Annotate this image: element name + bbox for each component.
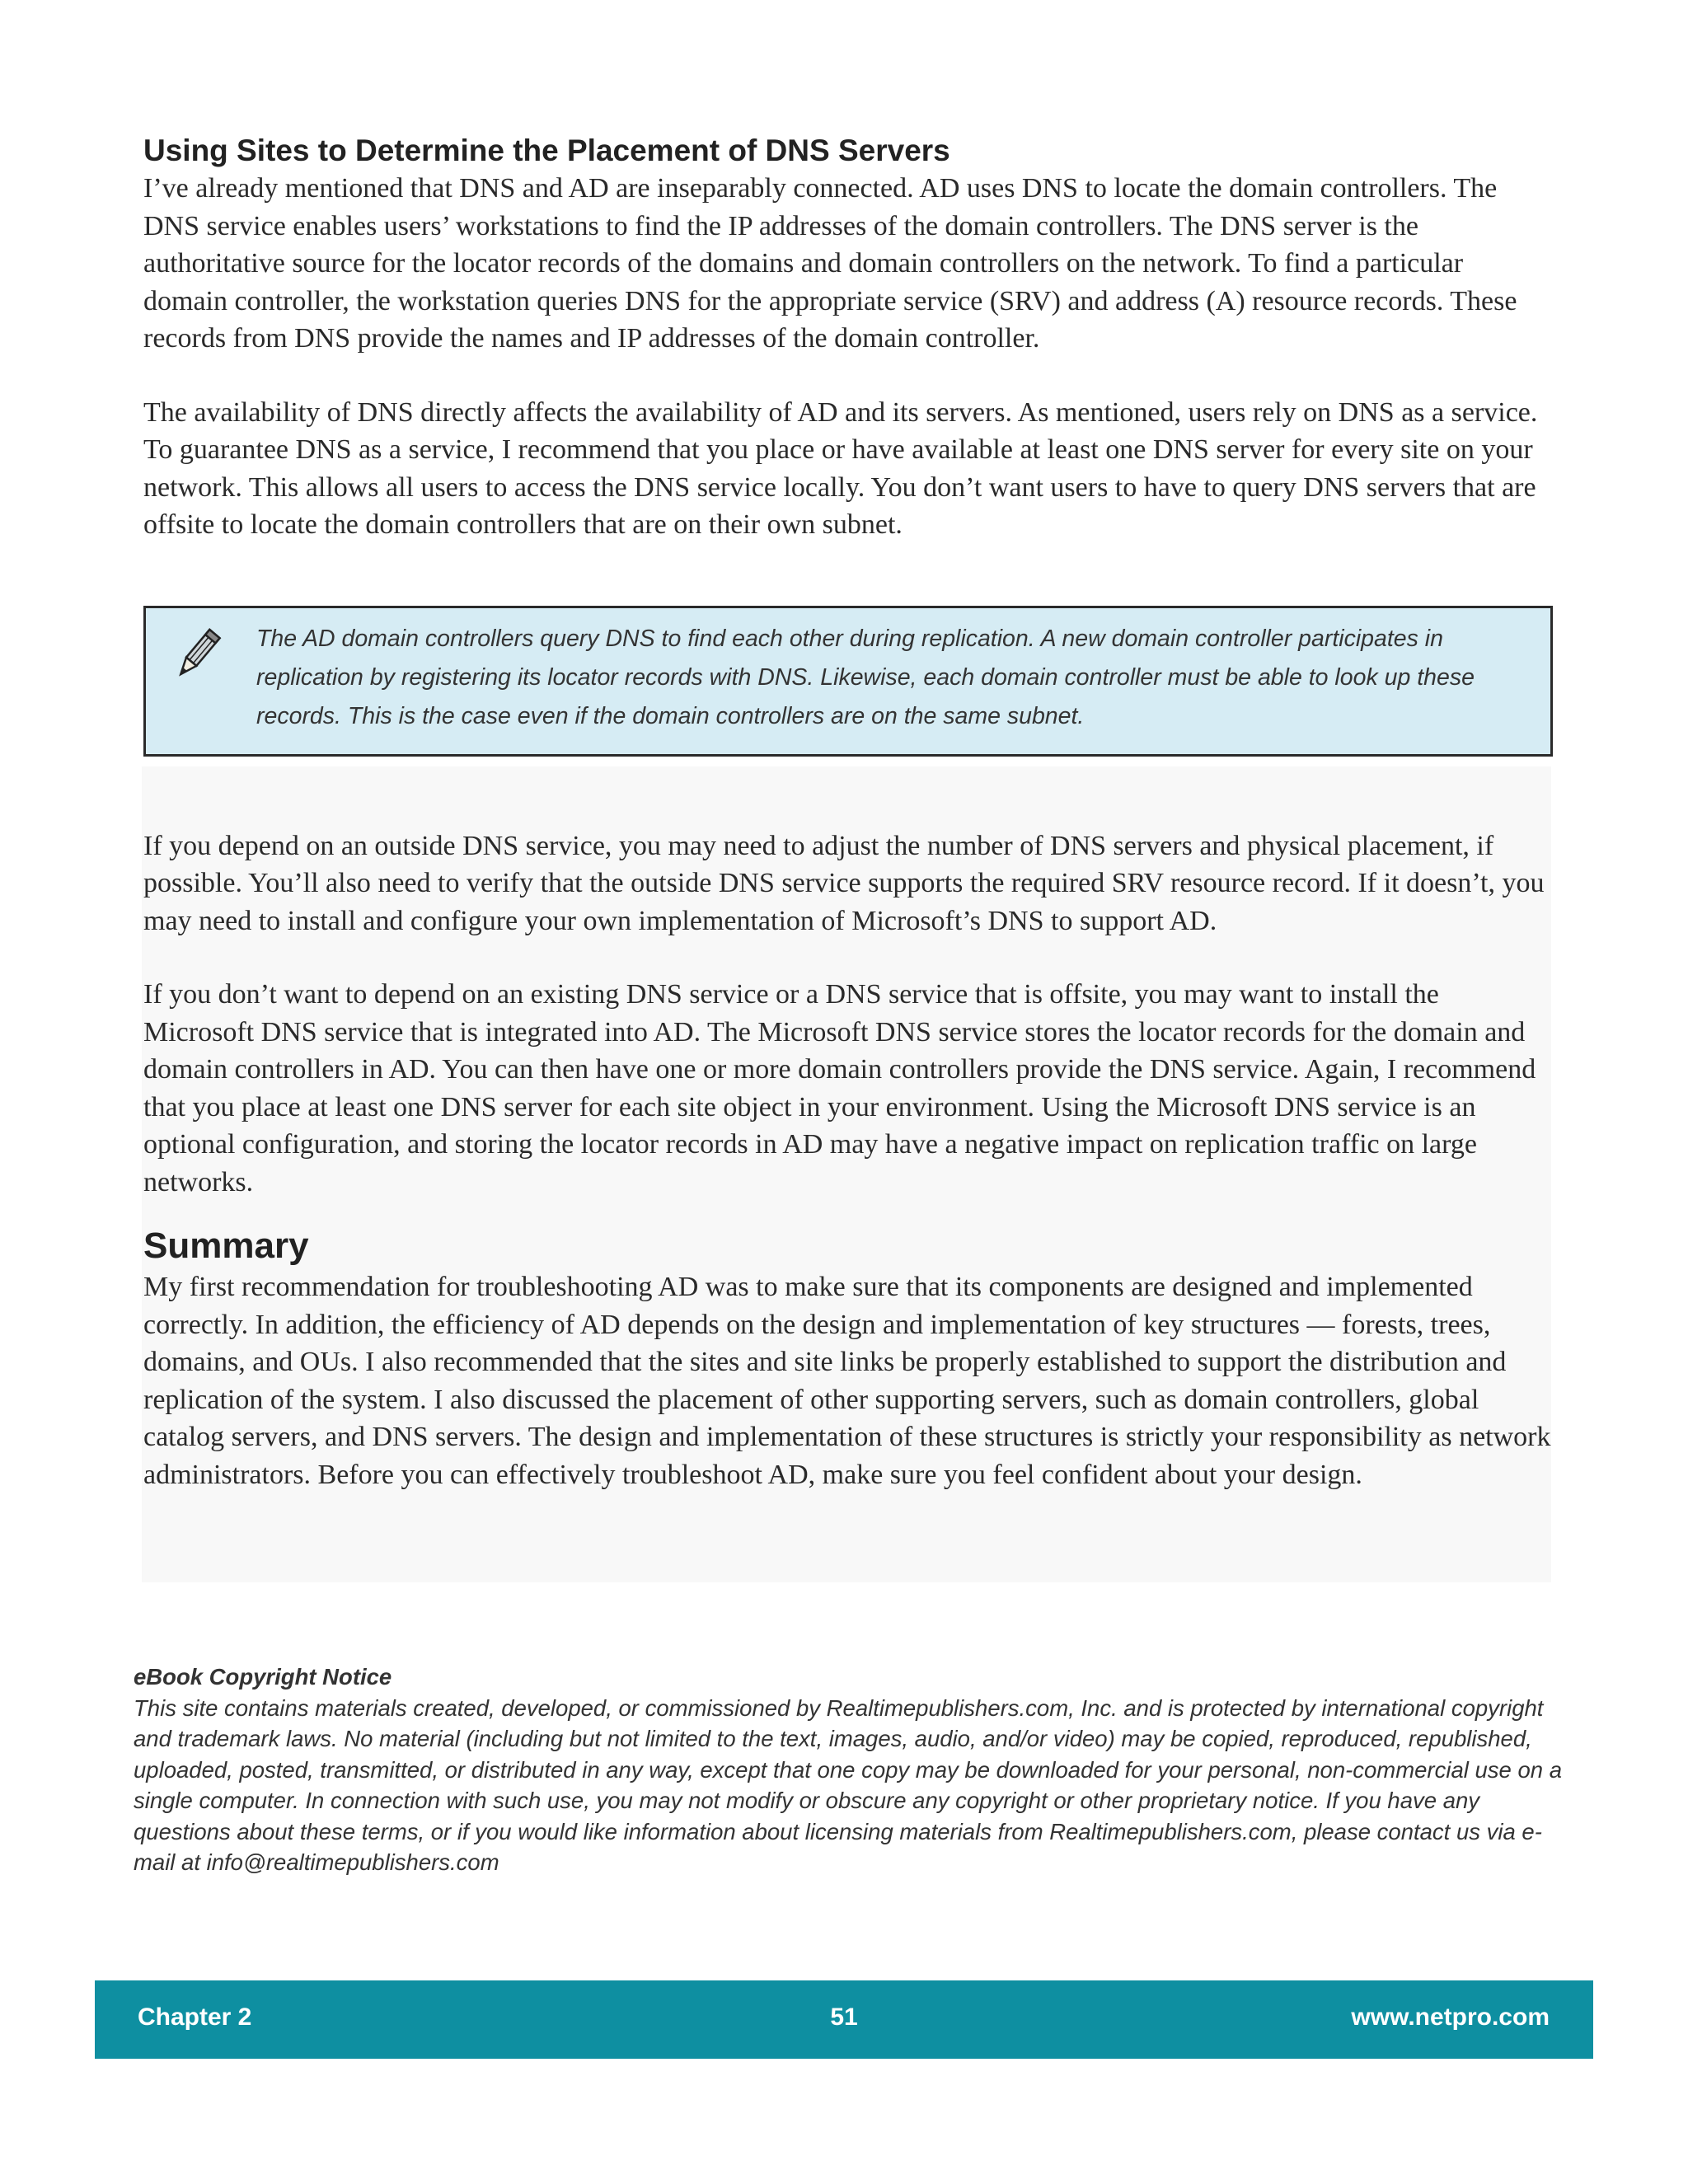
paragraph-outside-dns: If you depend on an outside DNS service, you may need to adjust the number of DNS servers and physical placement, if possible. You’ll also need to verify that the outside DNS service supports the required SRV resource record. If it doesn’t, you may need to install and configure your own implementation of Microsoft’s DNS to support AD. <box>143 830 1545 936</box>
note-text: The AD domain controllers query DNS to find each other during replication. A new domain controller participates in replication by registering its locator records with DNS. Likewise, each domain controller must be able to look up these records. This is the case even if the domain controllers are on the same subnet. <box>256 625 1475 729</box>
page-footer <box>95 1980 1593 2059</box>
paragraph-dns-availability: The availability of DNS directly affects the availability of AD and its servers. As mentioned, users rely on DNS as a service. To guarantee DNS as a service, I recommend that you place or have available at least one DNS server for every site on your network. This allows all users to access the DNS service locally. You don’t want users to have to query DNS servers that are offsite to locate the domain controllers that are on their own subnet. <box>143 396 1538 540</box>
pencil-icon <box>169 626 227 684</box>
copyright-notice <box>134 1661 1568 1878</box>
footer-website: www.netpro.com <box>1351 2004 1550 2031</box>
paragraph-dns-ad-connection: I’ve already mentioned that DNS and AD are inseparably connected. AD uses DNS to locate the domain controllers. The DNS service enables users’ workstations to find the IP addresses of the domain controllers. The DNS server is the authoritative source for the locator records of the domains and domain controllers on the network. To find a particular domain controller, the workstation queries DNS for the appropriate service (SRV) and address (A) resource records. These records from DNS provide the names and IP addresses of the domain controller. <box>143 173 1517 354</box>
footer-page-number: 51 <box>830 2004 858 2031</box>
summary-paragraph: My first recommendation for troubleshooting AD was to make sure that its components are designed and implemented correctly. In addition, the efficiency of AD depends on the design and implementation of key structures — forests, trees, domains, and OUs. I also recommended that the sites and site links be properly established to support the distribution and replication of the system. I also discussed the placement of other supporting servers, such as domain controllers, global catalog servers, and DNS servers. The design and implementation of these structures is strictly your responsibility as network administrators. Before you can effectively troubleshoot AD, make sure you feel confident about your design. <box>143 1272 1551 1490</box>
paragraph-microsoft-dns: If you don’t want to depend on an existing DNS service or a DNS service that is offsite, you may want to install the Microsoft DNS service that is integrated into AD. The Microsoft DNS service stores the locator records for the domain and domain controllers in AD. You can then have one or more domain controllers provide the DNS service. Again, I recommend that you place at least one DNS server for each site object in your environment. Using the Microsoft DNS service is an optional configuration, and storing the locator records in AD may have a negative impact on replication traffic on large networks. <box>143 979 1536 1197</box>
main-content <box>143 132 1551 1493</box>
section-heading: Using Sites to Determine the Placement of DNS Servers <box>143 134 950 167</box>
footer-chapter: Chapter 2 <box>138 2004 252 2031</box>
summary-heading: Summary <box>143 1226 309 1266</box>
copyright-title: eBook Copyright Notice <box>134 1664 392 1690</box>
note-box <box>143 606 1553 757</box>
copyright-body: This site contains materials created, developed, or commissioned by Realtimepublishers.com, Inc. and is protected by international copyright and trademark laws. No material (including but not limited to the text, images, audio, and/or video) may be copied, reproduced, republished, uploaded, posted, transmitted, or distributed in any way, except that one copy may be downloaded for your personal, non-commercial use on a single computer. In connection with such use, you may not modify or obscure any copyright or other proprietary notice. If you have any questions about these terms, or if you would like information about licensing materials from Realtimepublishers.com, please contact us via e-mail at info@realtimepublishers.com <box>134 1694 1562 1875</box>
